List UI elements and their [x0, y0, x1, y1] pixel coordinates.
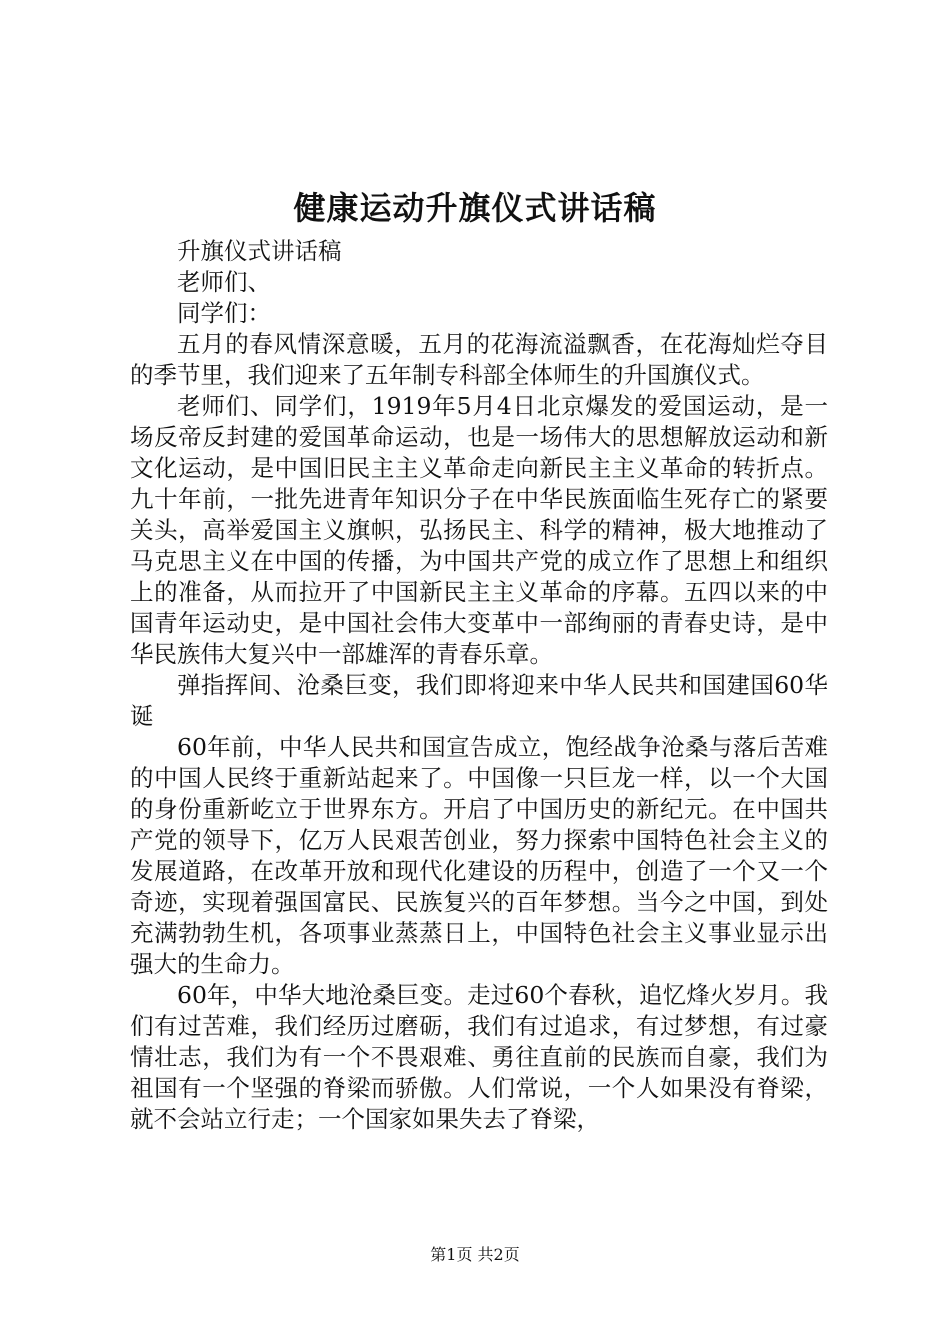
document-title: 健康运动升旗仪式讲话稿	[293, 189, 657, 227]
salutation-teachers: 老师们、	[177, 268, 271, 296]
page-footer: 第1页 共2页	[430, 1245, 520, 1264]
paragraph-5: 60年，中华大地沧桑巨变。走过60个春秋，追忆烽火岁月。我们有过苦难，我们经历过磨砺，我们有过追求，有过梦想，有过豪情壮志，我们为有一个不畏艰难、勇往直前的民族而自豪，我们为祖国有一个坚强的脊梁而骄傲。人们常说，一个人如果没有脊梁，就不会站立行走；一个国家如果失去了脊梁，	[130, 981, 828, 1133]
salutation-students: 同学们：	[177, 299, 271, 327]
paragraph-3: 弹指挥间、沧桑巨变，我们即将迎来中华人民共和国建国60华诞	[130, 671, 828, 730]
paragraph-2: 老师们、同学们，1919年5月4日北京爆发的爱国运动，是一场反帝反封建的爱国革命运动，也是一场伟大的思想解放运动和新文化运动，是中国旧民主主义革命走向新民主主义革命的转折点。九十年前，一批先进青年知识分子在中华民族面临生死存亡的紧要关头，高举爱国主义旗帜，弘扬民主、科学的精神，极大地推动了马克思主义在中国的传播，为中国共产党的成立作了思想上和组织上的准备，从而拉开了中国新民主主义革命的序幕。五四以来的中国青年运动史，是中国社会伟大变革中一部绚丽的青春史诗，是中华民族伟大复兴中一部雄浑的青春乐章。	[130, 392, 828, 668]
paragraph-1: 五月的春风情深意暖，五月的花海流溢飘香，在花海灿烂夺目的季节里，我们迎来了五年制专科部全体师生的升国旗仪式。	[130, 330, 828, 389]
paragraph-4: 60年前，中华人民共和国宣告成立，饱经战争沧桑与落后苦难的中国人民终于重新站起来了。中国像一只巨龙一样，以一个大国的身份重新屹立于世界东方。开启了中国历史的新纪元。在中国共产党的领导下，亿万人民艰苦创业，努力探索中国特色社会主义的发展道路，在改革开放和现代化建设的历程中，创造了一个又一个奇迹，实现着强国富民、民族复兴的百年梦想。当今之中国，到处充满勃勃生机，各项事业蒸蒸日上，中国特色社会主义事业显示出强大的生命力。	[130, 733, 828, 978]
document-body	[130, 236, 828, 1135]
speech-heading: 升旗仪式讲话稿	[177, 237, 342, 265]
